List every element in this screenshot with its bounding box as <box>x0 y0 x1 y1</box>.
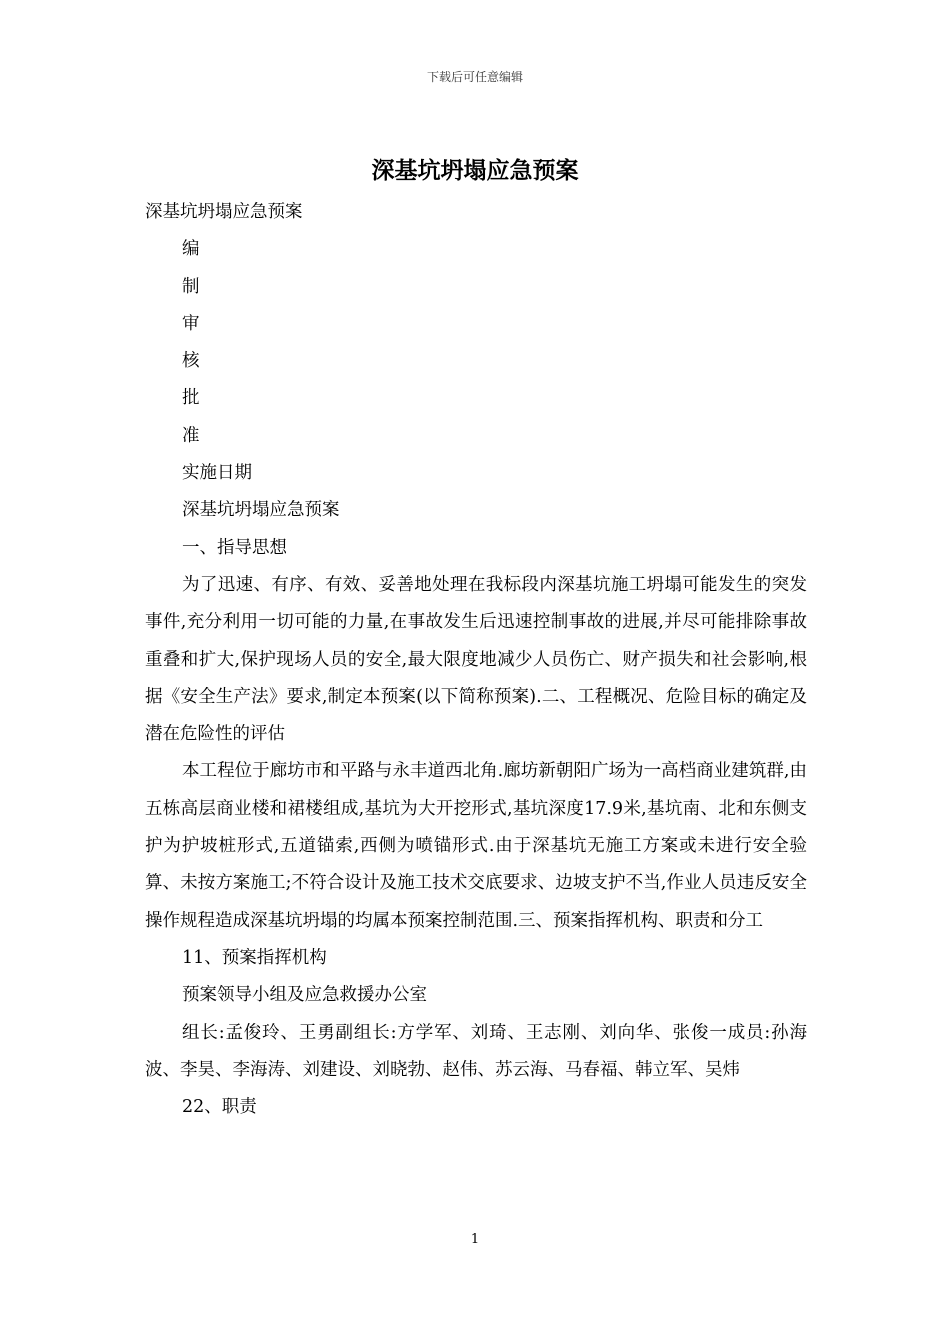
header-note: 下载后可任意编辑 <box>426 70 523 84</box>
section-subheading-leadership-group: 预案领导小组及应急救援办公室 <box>182 985 427 1006</box>
page-number: 1 <box>470 1232 480 1247</box>
document-body <box>145 194 807 1126</box>
section-heading-responsibilities: 22、职责 <box>182 1097 257 1118</box>
cover-line-zhi: 制 <box>182 276 200 297</box>
paragraph-purpose: 为了迅速、有序、有效、妥善地处理在我标段内深基坑施工坍塌可能发生的突发事件,充分利用一切可能的力量,在事故发生后迅速控制事故的进展,并尽可能排除事故重叠和扩大,保护现场人员的安全,最大限度地减少人员伤亡、财产损失和社会影响,根据《安全生产法》要求,制定本预案(以下简称预案).二、工程概况、危险目标的确定及潜在危险性的评估 <box>145 574 807 745</box>
subtitle-line: 深基坑坍塌应急预案 <box>145 202 303 222</box>
cover-line-pi: 批 <box>182 388 200 409</box>
cover-line-shen: 审 <box>182 313 200 334</box>
paragraph-members: 组长:孟俊玲、王勇副组长:方学军、刘琦、王志刚、刘向华、张俊一成员:孙海波、李昊、李海涛、刘建设、刘晓勃、赵伟、苏云海、马春福、韩立军、吴炜 <box>145 1022 807 1080</box>
paragraph-project-overview: 本工程位于廊坊市和平路与永丰道西北角.廊坊新朝阳广场为一高档商业建筑群,由五栋高层商业楼和裙楼组成,基坑为大开挖形式,基坑深度17.9米,基坑南、北和东侧支护为护坡桩形式,五道锚索,西侧为喷锚形式.由于深基坑无施工方案或未进行安全验算、未按方案施工;不符合设计及施工技术交底要求、边坡支护不当,作业人员违反安全操作规程造成深基坑坍塌的均属本预案控制范围.三、预案指挥机构、职责和分工 <box>145 761 807 931</box>
implementation-date-label: 实施日期 <box>182 463 252 484</box>
document-title: 深基坑坍塌应急预案 <box>371 157 579 184</box>
section-heading-guiding-principle: 一、指导思想 <box>182 537 287 558</box>
cover-line-he: 核 <box>182 351 200 372</box>
plan-heading: 深基坑坍塌应急预案 <box>182 500 340 521</box>
cover-line-bian: 编 <box>182 239 200 260</box>
section-heading-command-structure: 11、预案指挥机构 <box>182 947 327 968</box>
cover-line-zhun: 准 <box>182 425 200 446</box>
